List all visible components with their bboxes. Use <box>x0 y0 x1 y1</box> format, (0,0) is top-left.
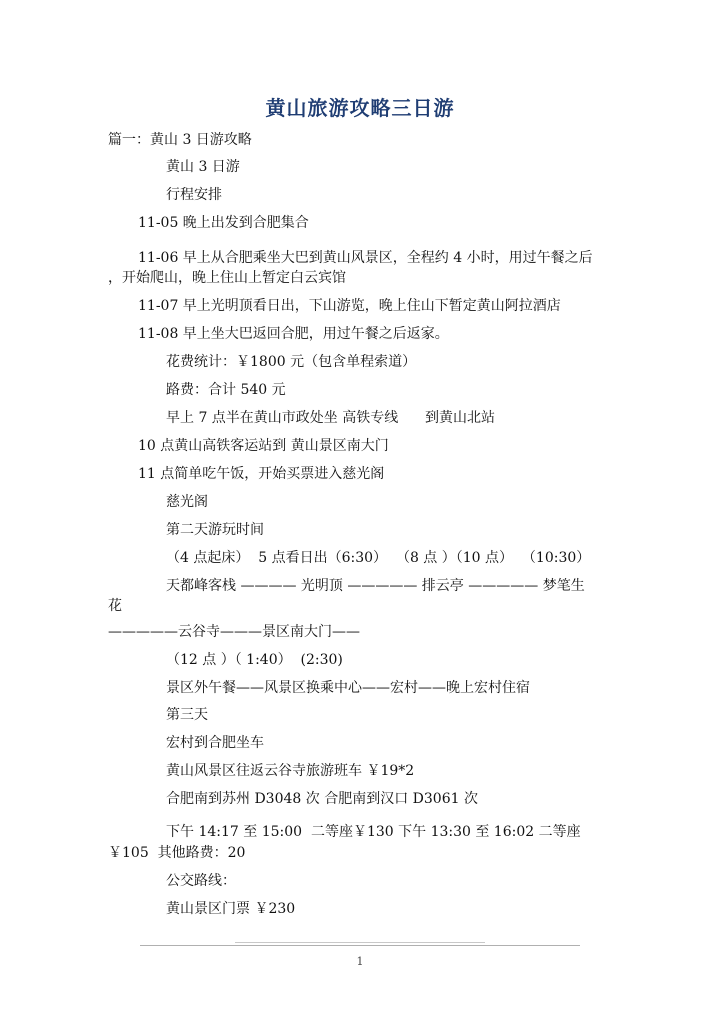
paragraph-line: 11-07 早上光明顶看日出，下山游览，晚上住山下暂定黄山阿拉酒店 <box>138 298 561 314</box>
paragraph-line: 黄山风景区往返云谷寺旅游班车 ￥19*2 <box>166 763 415 779</box>
document-title: 黄山旅游攻略三日游 <box>265 96 455 120</box>
subheading-itinerary: 行程安排 <box>166 187 222 203</box>
paragraph-line: 11 点简单吃午饭，开始买票进入慈光阁 <box>138 466 385 482</box>
paragraph-line: （12 点 ）（ 1:40） (2:30) <box>166 652 343 668</box>
paragraph-line: 景区外午餐——风景区换乘中心——宏村——晚上宏村住宿 <box>166 680 530 696</box>
paragraph-line: 早上 7 点半在黄山市政处坐 高铁专线 到黄山北站 <box>166 410 495 426</box>
paragraph-line: 花 <box>108 598 122 614</box>
paragraph-line: 花费统计：￥1800 元（包含单程索道） <box>166 354 417 370</box>
paragraph-line: 合肥南到苏州 D3048 次 合肥南到汉口 D3061 次 <box>166 791 478 807</box>
paragraph-line: 宏村到合肥坐车 <box>166 735 264 751</box>
paragraph-line: 天都峰客栈 ———— 光明顶 ————— 排云亭 ————— 梦笔生 <box>166 578 585 594</box>
subheading: 黄山 3 日游 <box>166 159 240 175</box>
footer-divider <box>140 945 580 946</box>
subheading-day3: 第三天 <box>166 707 208 723</box>
paragraph-line: 11-08 早上坐大巴返回合肥，用过午餐之后返家。 <box>138 326 449 342</box>
paragraph-line: —————云谷寺———景区南大门—— <box>108 624 360 640</box>
paragraph-line: ，开始爬山，晚上住山上暂定白云宾馆 <box>108 270 346 286</box>
paragraph-line: 10 点黄山高铁客运站到 黄山景区南大门 <box>138 438 389 454</box>
paragraph-line: （4 点起床） 5 点看日出（6:30） （8 点 ）（10 点） （10:30） <box>166 550 591 566</box>
paragraph-line: 11-06 早上从合肥乘坐大巴到黄山风景区，全程约 4 小时，用过午餐之后 <box>138 250 593 266</box>
paragraph-line: 慈光阁 <box>166 494 208 510</box>
paragraph-line: 公交路线： <box>166 873 236 889</box>
page-number: 1 <box>356 955 364 968</box>
paragraph-line: 第二天游玩时间 <box>166 522 264 538</box>
paragraph-line: ￥105 其他路费：20 <box>108 845 246 861</box>
paragraph-line: 黄山景区门票 ￥230 <box>166 901 296 917</box>
paragraph-line: 路费：合计 540 元 <box>166 382 286 398</box>
section-heading: 篇一：黄山 3 日游攻略 <box>108 132 252 148</box>
footer-divider-inner <box>235 942 485 943</box>
paragraph-line: 下午 14:17 至 15:00 二等座￥130 下午 13:30 至 16:02 二等座 <box>166 824 581 840</box>
paragraph-line: 11-05 晚上出发到合肥集合 <box>138 215 309 231</box>
